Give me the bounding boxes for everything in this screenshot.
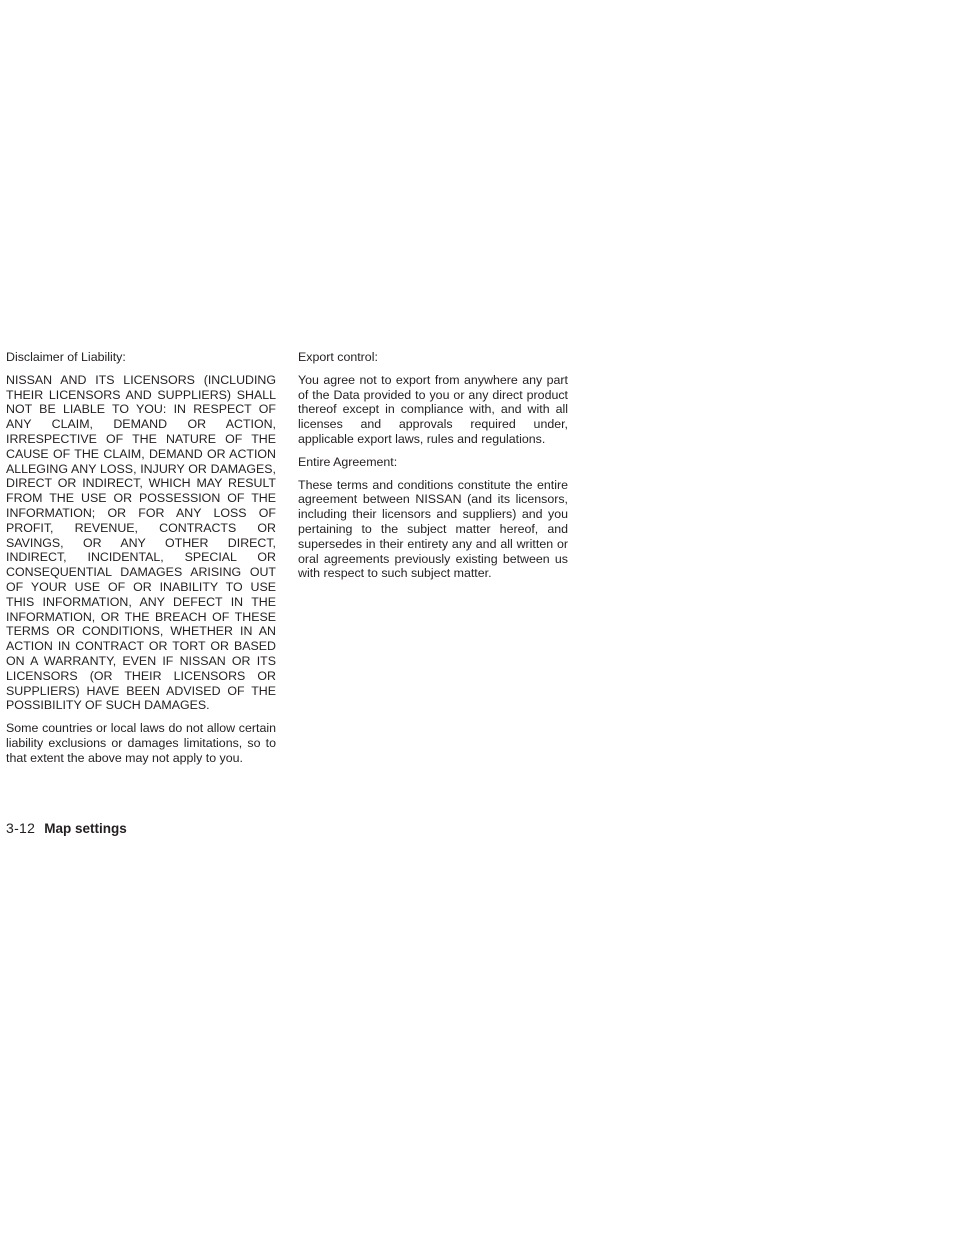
left-column [6, 350, 276, 774]
export-heading: Export control: [298, 350, 378, 364]
disclaimer-body: NISSAN AND ITS LICENSORS (INCLUDING THEIR LICENSORS AND SUPPLIERS) SHALL NOT BE LIABLE TO YOU: IN RESPECT OF ANY CLAIM, DEMAND OR ACTION, IRRESPECTIVE OF THE NATURE OF THE CAUSE OF THE CLAIM, DEMAND OR ACTION ALLEGING ANY LOSS, INJURY OR DAMAGES, DIRECT OR INDIRECT, WHICH MAY RESULT FROM THE USE OR POSSESSION OF THE INFORMATION; OR FOR ANY LOSS OF PROFIT, REVENUE, CONTRACTS OR SAVINGS, OR ANY OTHER DIRECT, INDIRECT, INCIDENTAL, SPECIAL OR CONSEQUENTIAL DAMAGES ARISING OUT OF YOUR USE OF OR INABILITY TO USE THIS INFORMATION, ANY DEFECT IN THE INFORMATION, OR THE BREACH OF THESE TERMS OR CONDITIONS, WHETHER IN AN ACTION IN CONTRACT OR TORT OR BASED ON A WARRANTY, EVEN IF NISSAN OR ITS LICENSORS (OR THEIR LICENSORS OR SUPPLIERS) HAVE BEEN ADVISED OF THE POSSIBILITY OF SUCH DAMAGES. [6, 372, 276, 713]
disclaimer-heading: Disclaimer of Liability: [6, 350, 126, 364]
section-title: Map settings [44, 821, 127, 836]
page-number: 3-12 [6, 820, 36, 836]
right-column [298, 350, 568, 589]
export-body: You agree not to export from anywhere any part of the Data provided to you or any direct product thereof except in compliance with, and with all licenses and approvals required under, applicable export laws, rules and regulations. [298, 372, 568, 446]
agreement-body: These terms and conditions constitute the entire agreement between NISSAN (and its licensors, including their licensors and suppliers) and you pertaining to the subject matter hereof, and supersedes in their entirety any and all written or oral agreements previously existing between us with respect to such subject matter. [298, 477, 568, 581]
agreement-heading: Entire Agreement: [298, 454, 398, 469]
countries-note: Some countries or local laws do not allow certain liability exclusions or damages limitations, so to that extent the above may not apply to you. [6, 721, 276, 765]
page-footer [6, 819, 127, 838]
